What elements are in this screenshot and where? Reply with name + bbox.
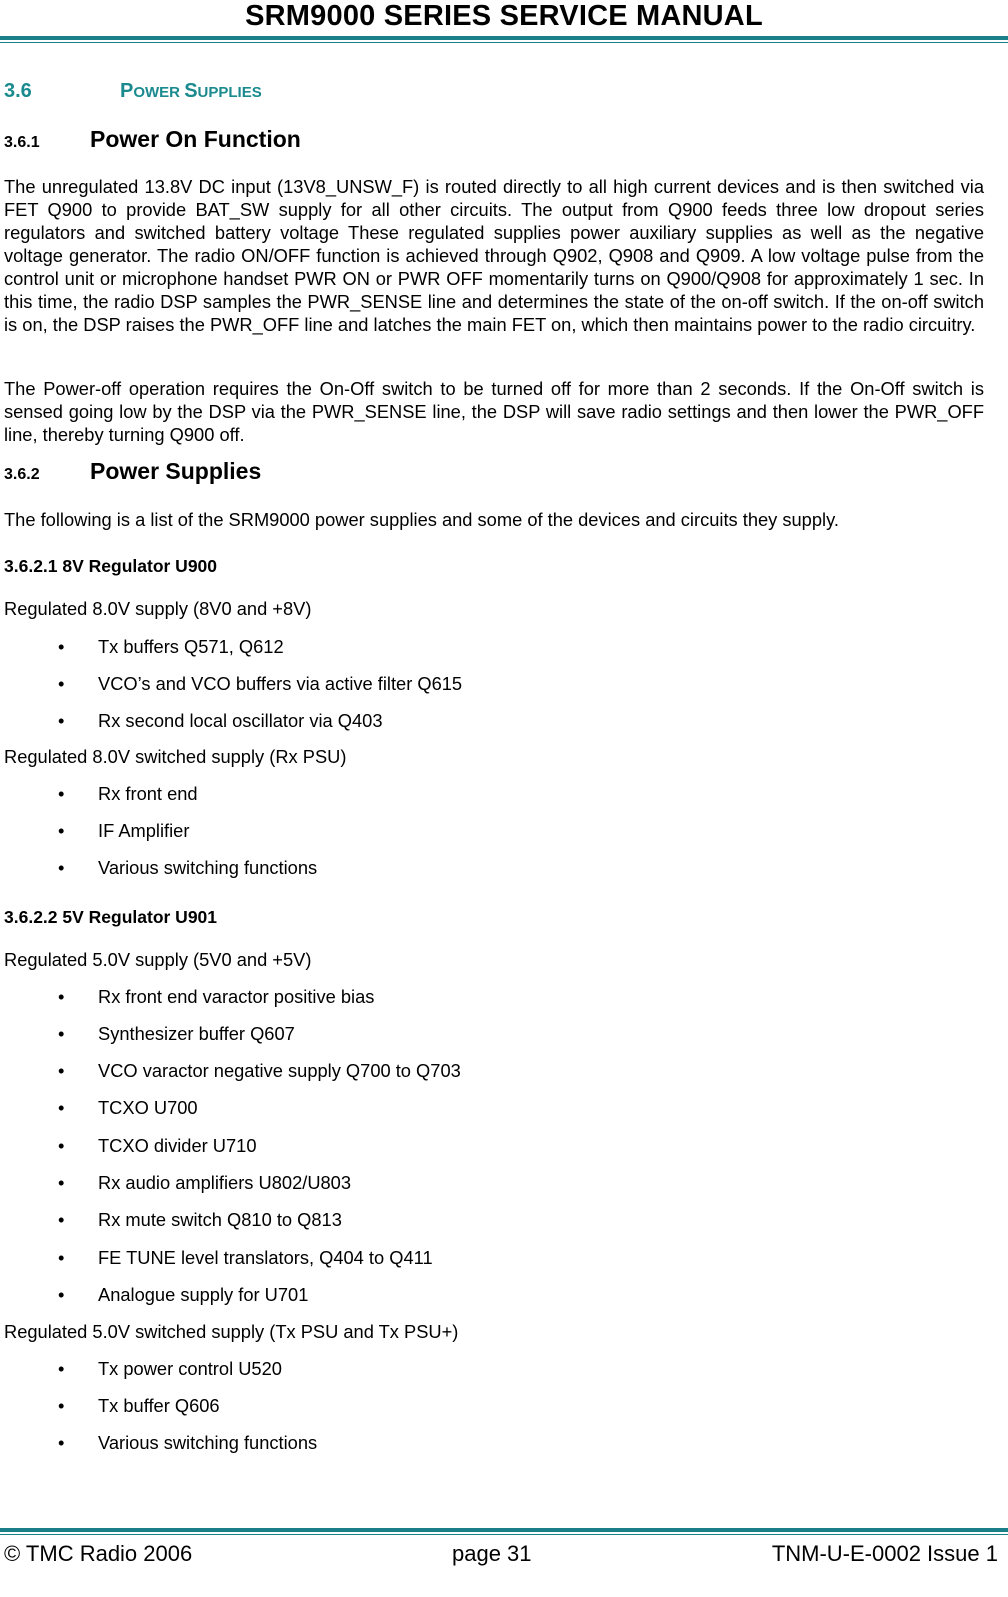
list-item: • Rx mute switch Q810 to Q813 xyxy=(58,1209,342,1230)
list-item: • Tx buffers Q571, Q612 xyxy=(58,636,284,657)
list-item: • Tx power control U520 xyxy=(58,1358,282,1379)
subsection-heading-power-supplies: 3.6.2 Power Supplies xyxy=(4,458,262,484)
list-item: • IF Amplifier xyxy=(58,820,190,841)
supply-5v: Regulated 5.0V supply (5V0 and +5V) xyxy=(4,949,312,970)
paragraph-power-on: The unregulated 13.8V DC input (13V8_UNSW_F) is routed directly to all high current devices and is then switched via FET Q900 to provide BAT_SW supply for all other circuits. The output from Q900 feeds three low dropout series regulators and switched battery voltage These regulated supplies power auxiliary supplies as well as the negative voltage generator. The radio ON/OFF function is achieved through Q902, Q908 and Q909. A low voltage pulse from the control unit or microphone handset PWR ON or PWR OFF momentarily turns on Q900/Q908 for approximately 1 sec. In this time, the radio DSP samples the PWR_SENSE line and determines the state of the on-off switch. If the on-off switch is on, the DSP raises the PWR_OFF line and latches the main FET on, which then maintains power to the radio circuitry. xyxy=(4,176,984,335)
section-number: 3.6 xyxy=(4,80,32,102)
section-heading: 3.6 POWER SUPPLIES xyxy=(4,80,262,102)
list-item: • VCO varactor negative supply Q700 to Q703 xyxy=(58,1060,461,1081)
list-item: • VCO’s and VCO buffers via active filter Q615 xyxy=(58,673,463,694)
list-item: • Rx audio amplifiers U802/U803 xyxy=(58,1172,352,1193)
heading-8v-regulator: 3.6.2.1 8V Regulator U900 xyxy=(4,556,218,576)
list-item: • TCXO divider U710 xyxy=(58,1135,257,1156)
supply-8v: Regulated 8.0V supply (8V0 and +8V) xyxy=(4,598,312,619)
header-rule xyxy=(0,36,1008,43)
subsection-heading-power-on: 3.6.1 Power On Function xyxy=(4,126,301,152)
list-item: • FE TUNE level translators, Q404 to Q411 xyxy=(58,1247,433,1268)
list-item: • Various switching functions xyxy=(58,857,318,878)
list-item: • Rx second local oscillator via Q403 xyxy=(58,710,383,731)
footer-rule xyxy=(0,1528,1008,1535)
list-item: • Rx front end xyxy=(58,783,198,804)
paragraph-power-off: The Power-off operation requires the On-Off switch to be turned off for more than 2 seconds. If the On-Off switch is sensed going low by the DSP via the PWR_SENSE line, the DSP will save radio settings and then lower the PWR_OFF line, thereby turning Q900 off. xyxy=(4,378,984,445)
footer-page-number: page 31 xyxy=(452,1541,532,1566)
footer-copyright: © TMC Radio 2006 xyxy=(4,1541,193,1566)
supply-8v-switched: Regulated 8.0V switched supply (Rx PSU) xyxy=(4,746,347,767)
supply-5v-switched: Regulated 5.0V switched supply (Tx PSU and Tx PSU+) xyxy=(4,1321,459,1342)
list-item: • Rx front end varactor positive bias xyxy=(58,986,375,1007)
list-item: • Analogue supply for U701 xyxy=(58,1284,309,1305)
heading-5v-regulator: 3.6.2.2 5V Regulator U901 xyxy=(4,907,218,927)
list-item: • Synthesizer buffer Q607 xyxy=(58,1023,295,1044)
document-header-title: SRM9000 SERIES SERVICE MANUAL xyxy=(245,0,763,32)
paragraph-supplies-intro: The following is a list of the SRM9000 power supplies and some of the devices and circuits they supply. xyxy=(4,509,839,530)
list-item: • TCXO U700 xyxy=(58,1097,198,1118)
list-item: • Tx buffer Q606 xyxy=(58,1395,220,1416)
list-item: • Various switching functions xyxy=(58,1432,318,1453)
footer-doc-id: TNM-U-E-0002 Issue 1 xyxy=(771,1541,998,1566)
